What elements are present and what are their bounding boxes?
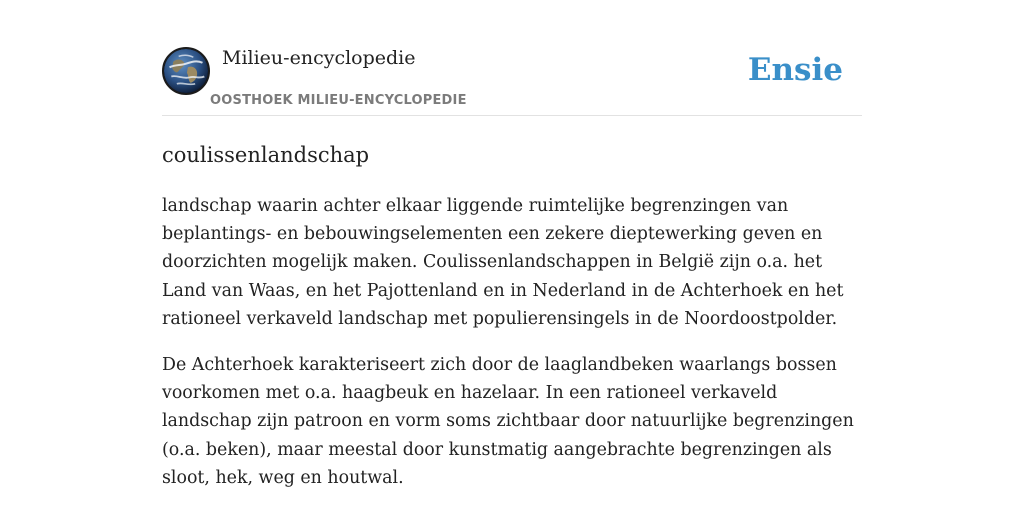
- brand-logo[interactable]: Ensie: [747, 52, 843, 88]
- article-paragraph: landschap waarin achter elkaar liggende ruimtelijke begrenzingen van beplantings- en bebouwingselementen een zekere dieptewerking geven en doorzichten mogelijk maken. Coulissenlandschappen in België zijn o.a. het Land van Waas, en het Pajottenland en in Nederland in de Achterhoek en het rationeel verkaveld landschap met populierensingels in de Noordoostpolder.: [162, 196, 844, 329]
- article-term: coulissenlandschap: [162, 143, 370, 167]
- site-name[interactable]: Milieu-encyclopedie: [222, 47, 416, 69]
- article-paragraph: De Achterhoek karakteriseert zich door de laaglandbeken waarlangs bossen voorkomen met o.a. haagbeuk en hazelaar. In een rationeel verkaveld landschap zijn patroon en vorm soms zichtbaar door natuurlijke begrenzingen (o.a. beken), maar meestal door kunstmatig aangebrachte begrenzingen als sloot, hek, weg en houtwal.: [162, 355, 854, 488]
- site-subtitle: OOSTHOEK MILIEU-ENCYCLOPEDIE: [210, 93, 467, 108]
- header-divider: [162, 115, 862, 116]
- earth-globe-icon[interactable]: [162, 47, 210, 95]
